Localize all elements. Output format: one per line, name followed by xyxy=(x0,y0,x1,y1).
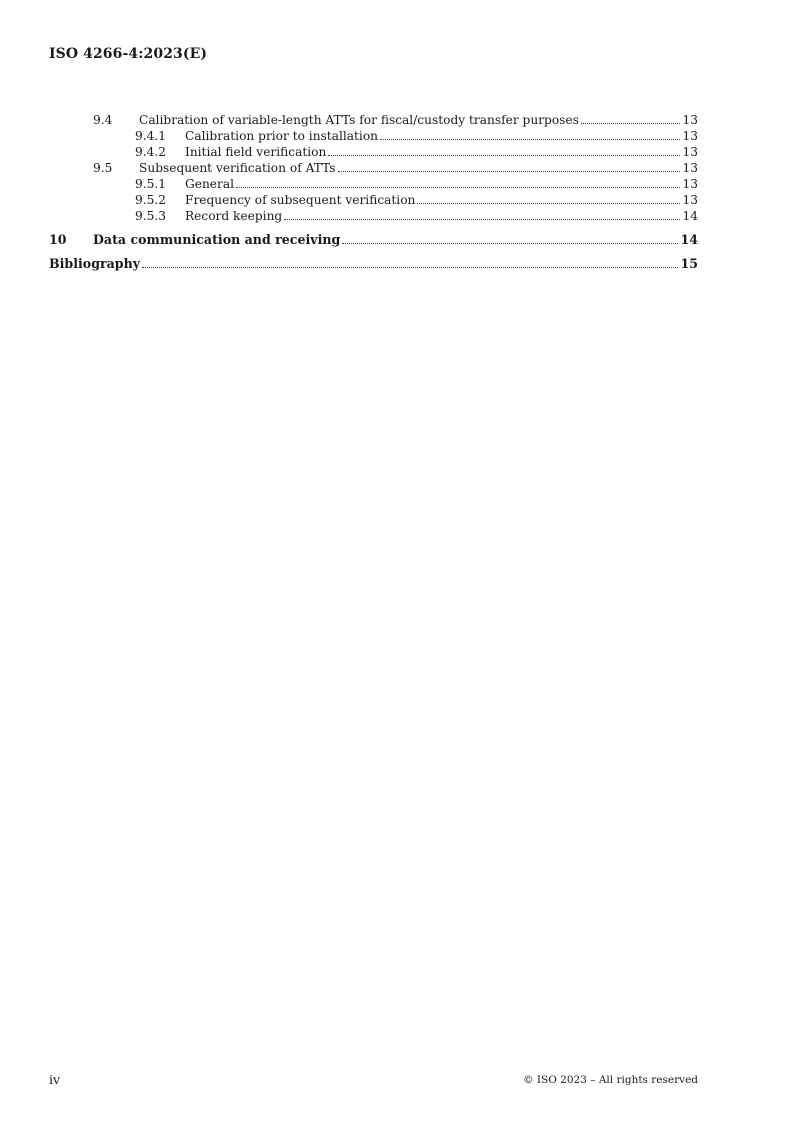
copyright-notice: © ISO 2023 – All rights reserved xyxy=(523,1074,698,1086)
toc-entry-number: 9.4.2 xyxy=(135,145,167,159)
toc-entry-title: General xyxy=(185,177,234,191)
toc-entry-9-5-2[interactable] xyxy=(135,192,698,208)
toc-entry-9-5[interactable] xyxy=(93,160,698,176)
toc-entry-title: Frequency of subsequent verification xyxy=(185,193,416,207)
toc-entry-page: 13 xyxy=(682,177,698,191)
toc-entry-page: 13 xyxy=(682,161,698,175)
toc-entry-10[interactable] xyxy=(49,232,698,248)
dot-leader xyxy=(581,122,681,124)
dot-leader xyxy=(236,186,680,188)
toc-entry-page: 14 xyxy=(682,209,698,223)
dot-leader xyxy=(342,242,678,244)
toc-entry-9-4[interactable] xyxy=(93,112,698,128)
toc-entry-9-4-1[interactable] xyxy=(135,128,698,144)
toc-entry-title: Subsequent verification of ATTs xyxy=(139,161,336,175)
toc-entry-title: Calibration prior to installation xyxy=(185,129,379,143)
dot-leader xyxy=(328,154,680,156)
toc-entry-page: 13 xyxy=(682,193,698,207)
dot-leader xyxy=(338,170,681,172)
toc-entry-title: Calibration of variable-length ATTs for fiscal/custody transfer purposes xyxy=(139,113,579,127)
dot-leader xyxy=(417,202,680,204)
toc-entry-9-5-1[interactable] xyxy=(135,176,698,192)
toc-entry-number: 9.4.1 xyxy=(135,129,167,143)
dot-leader xyxy=(284,218,680,220)
page-number-roman: iv xyxy=(49,1072,61,1087)
toc-entry-number: 9.5.3 xyxy=(135,209,167,223)
toc-entry-number: 10 xyxy=(49,232,67,247)
toc-entry-page: 14 xyxy=(680,232,698,247)
dot-leader xyxy=(142,266,678,268)
toc-entry-9-4-2[interactable] xyxy=(135,144,698,160)
toc-entry-title: Bibliography xyxy=(49,256,141,271)
toc-entry-number: 9.5.1 xyxy=(135,177,167,191)
toc-entry-page: 13 xyxy=(682,129,698,143)
toc-entry-number: 9.5.2 xyxy=(135,193,167,207)
toc-entry-title: Record keeping xyxy=(185,209,283,223)
dot-leader xyxy=(380,138,680,140)
toc-entry-title: Data communication and receiving xyxy=(93,232,341,247)
toc-entry-number: 9.5 xyxy=(93,161,113,175)
toc-entry-number: 9.4 xyxy=(93,113,113,127)
toc-entry-bibliography[interactable] xyxy=(49,256,698,272)
toc-entry-page: 13 xyxy=(682,113,698,127)
toc-entry-9-5-3[interactable] xyxy=(135,208,698,224)
document-id-header: ISO 4266-4:2023(E) xyxy=(49,46,208,62)
toc-entry-title: Initial field verification xyxy=(185,145,327,159)
toc-entry-page: 15 xyxy=(680,256,698,271)
toc-entry-page: 13 xyxy=(682,145,698,159)
